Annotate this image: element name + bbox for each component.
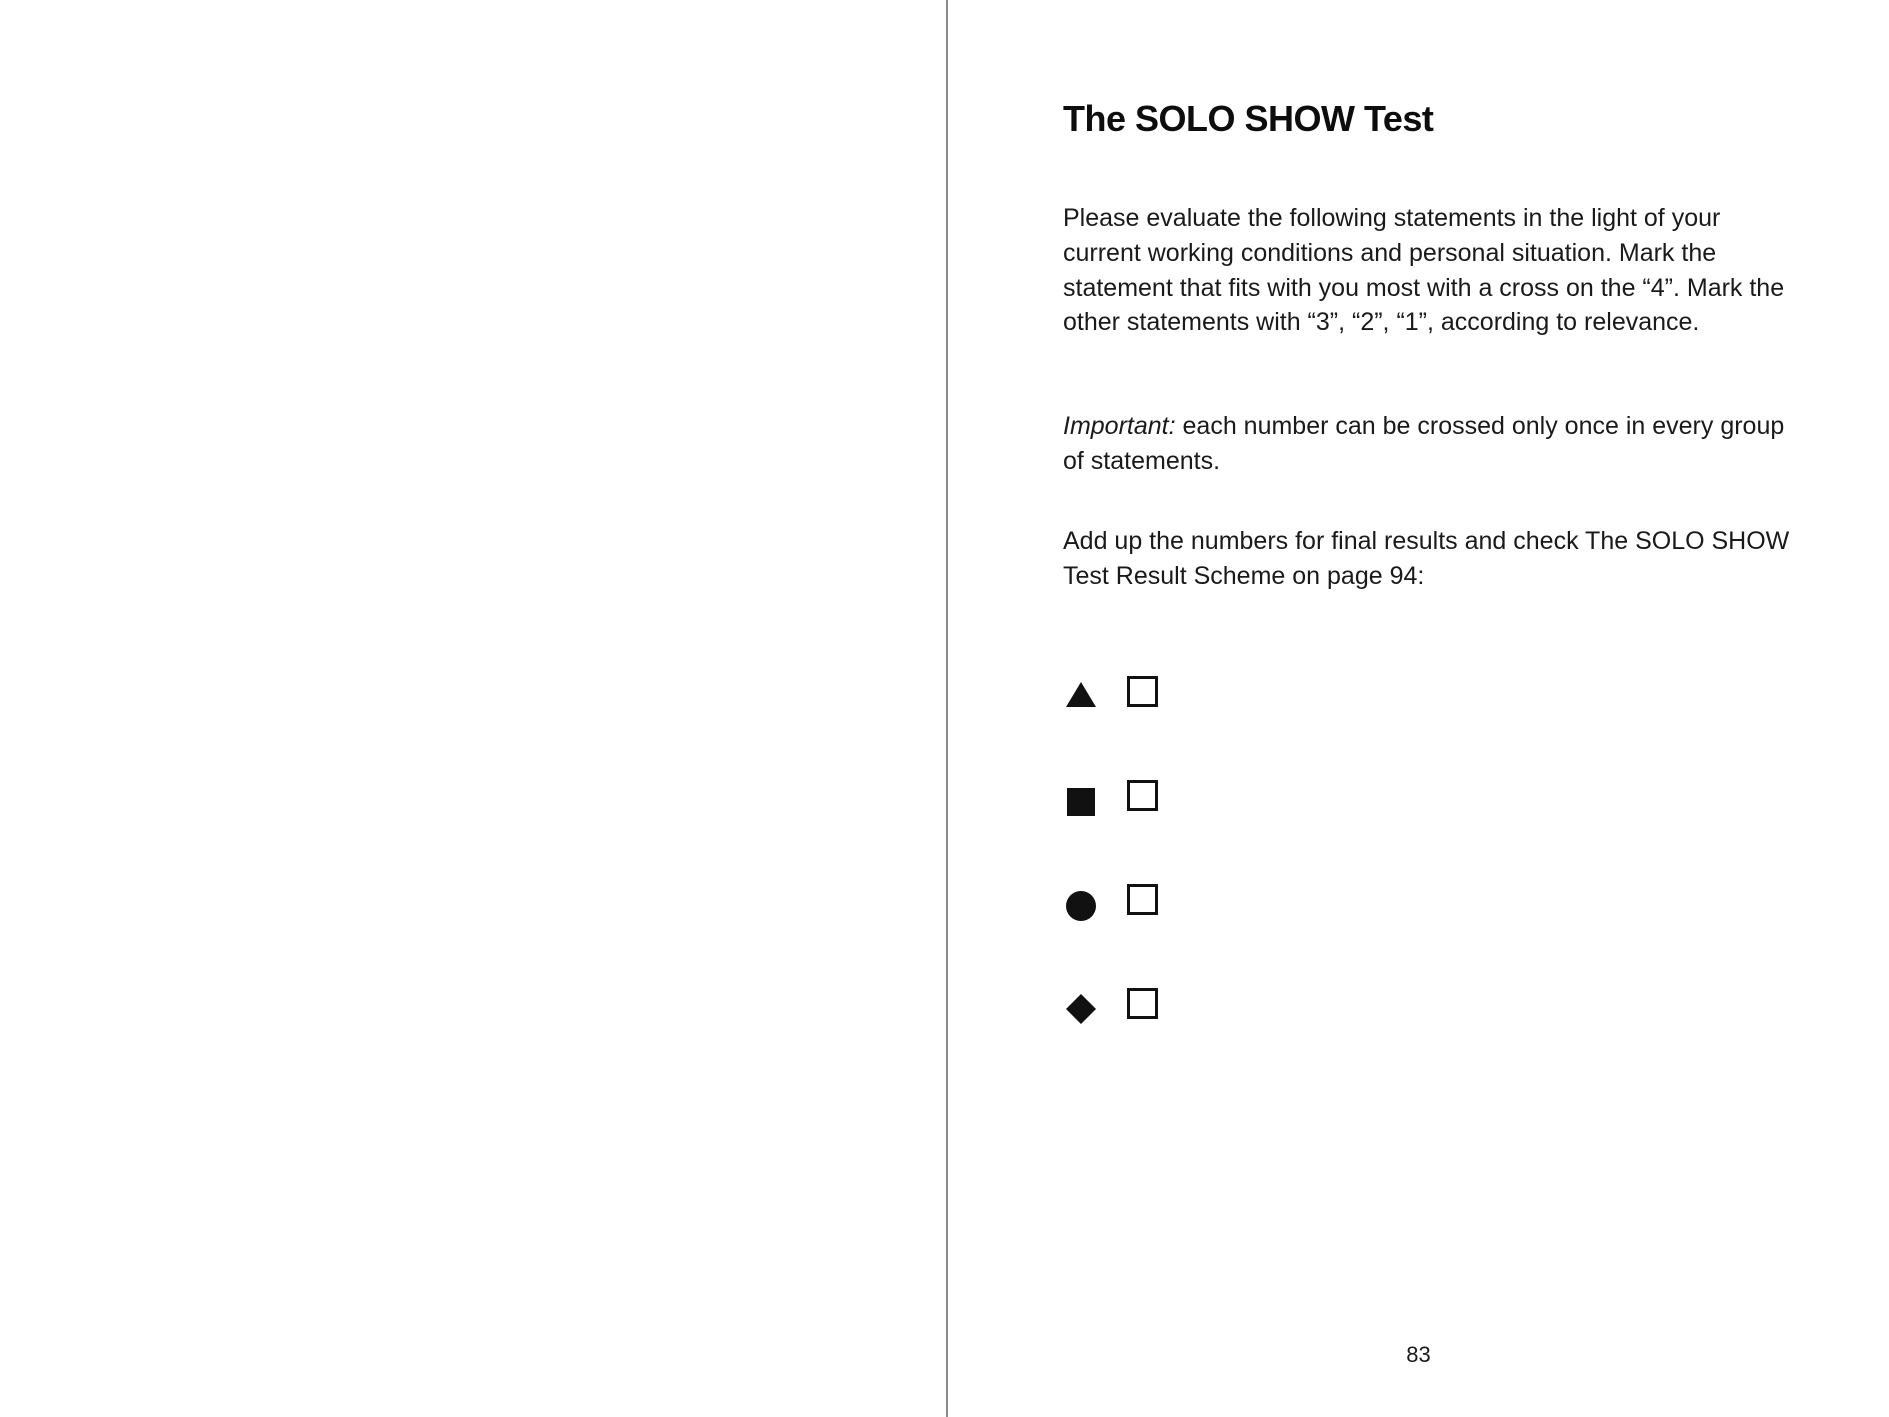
diamond-score-checkbox[interactable] [1127, 988, 1158, 1019]
circle-score-checkbox[interactable] [1127, 884, 1158, 915]
square-score-checkbox[interactable] [1127, 780, 1158, 811]
diamond-icon [1063, 986, 1099, 1026]
important-note-paragraph [1063, 409, 1793, 479]
results-paragraph: Add up the numbers for final results and check The SOLO SHOW Test Result Scheme on page 94: [1063, 527, 1790, 590]
page-title: The SOLO SHOW Test [1063, 98, 1434, 139]
triangle-icon [1063, 674, 1099, 714]
important-label: Important: [1063, 412, 1176, 440]
important-note-text: each number can be crossed only once in every group of statements. [1063, 412, 1785, 475]
symbol-row-square [1063, 778, 1183, 818]
symbol-row-triangle [1063, 674, 1183, 714]
circle-icon [1063, 882, 1099, 922]
instructions-paragraph: Please evaluate the following statements in the light of your current working conditions and personal situation. Mark the statement that fits with you most with a cross on the “4”. Mark the other statements with “3”, “2”, “1”, according to relevance. [1063, 204, 1785, 337]
square-icon [1063, 778, 1099, 818]
page-number: 83 [1406, 1342, 1431, 1367]
right-page [948, 0, 1889, 1417]
triangle-score-checkbox[interactable] [1127, 676, 1158, 707]
symbol-row-diamond [1063, 986, 1183, 1026]
symbol-row-circle [1063, 882, 1183, 922]
